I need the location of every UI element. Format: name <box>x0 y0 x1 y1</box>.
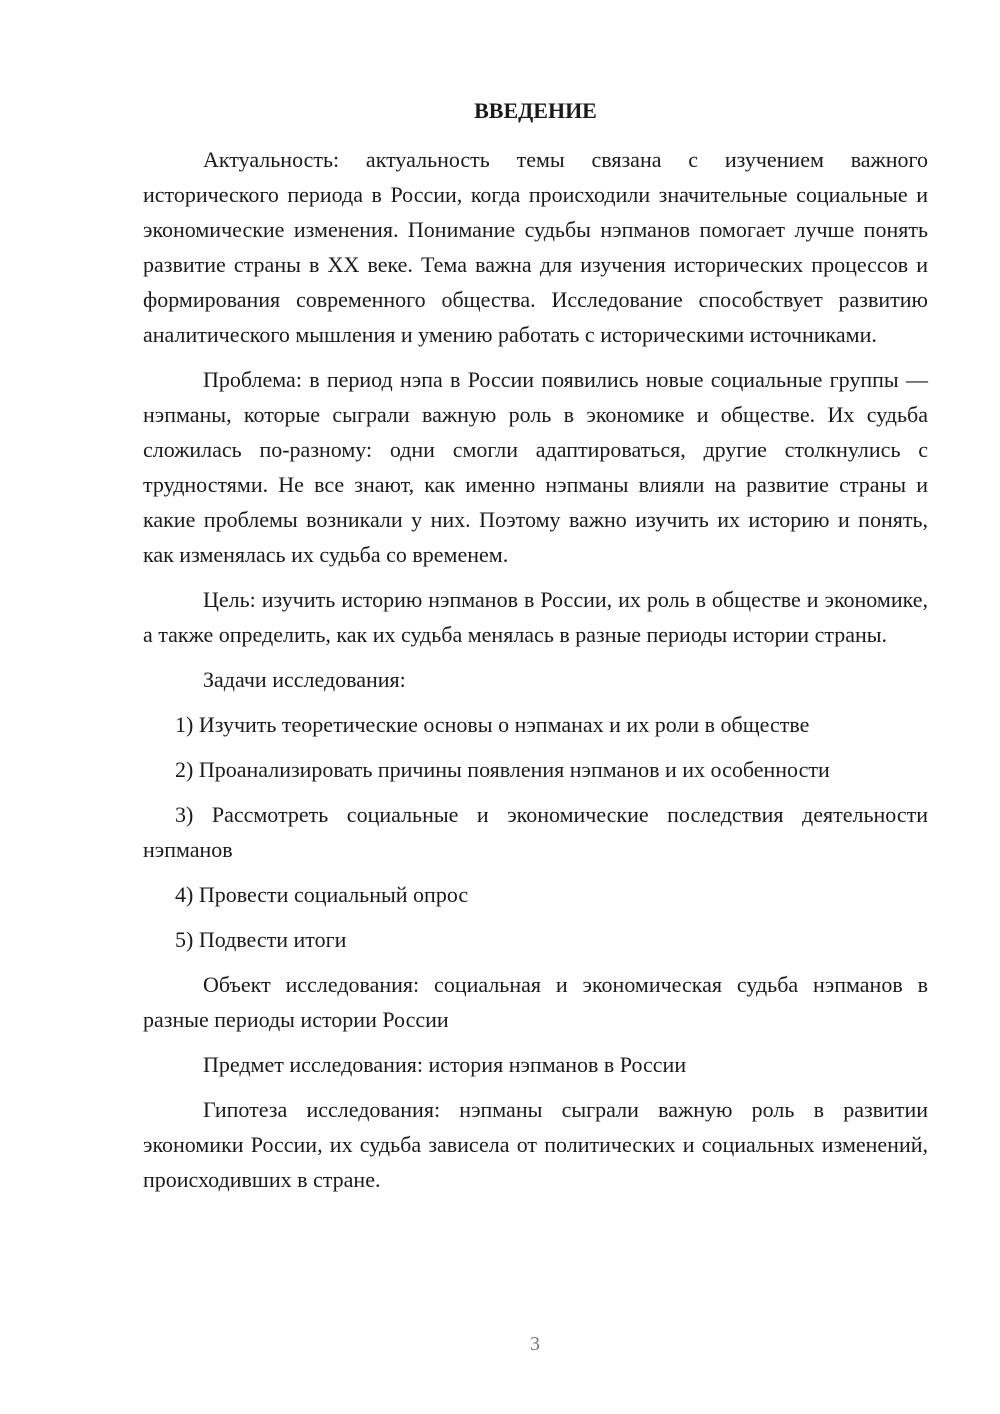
task-item: 2) Проанализировать причины появления нэпманов и их особенности <box>175 757 830 782</box>
task-item: 5) Подвести итоги <box>175 927 347 952</box>
relevance-paragraph: Актуальность: актуальность темы связана с изучением важного исторического периода в России, когда происходили значительные социальные и экономические изменения. Понимание судьбы нэпманов помогает лучше понять развитие страны в XX веке. Тема важна для изучения исторических процессов и формирования современного общества. Исследование способствует развитию аналитического мышления и умению работать с историческими источниками. <box>143 147 928 347</box>
page-content <box>143 96 928 1207</box>
hypothesis-paragraph: Гипотеза исследования: нэпманы сыграли важную роль в развитии экономики России, их судьба зависела от политических и социальных изменений, происходивших в стране. <box>143 1097 928 1192</box>
task-item: 1) Изучить теоретические основы о нэпманах и их роли в обществе <box>175 712 810 737</box>
object-paragraph: Объект исследования: социальная и экономическая судьба нэпманов в разные периоды истории России <box>143 972 928 1032</box>
task-item: 4) Провести социальный опрос <box>175 882 469 907</box>
subject-paragraph: Предмет исследования: история нэпманов в России <box>203 1052 687 1077</box>
goal-paragraph: Цель: изучить историю нэпманов в России, их роль в обществе и экономике, а также определить, как их судьба менялась в разные периоды истории страны. <box>143 587 928 647</box>
problem-paragraph: Проблема: в период нэпа в России появились новые социальные группы — нэпманы, которые сыграли важную роль в экономике и обществе. Их судьба сложилась по-разному: одни смогли адаптироваться, другие столкнулись с трудностями. Не все знают, как именно нэпманы влияли на развитие страны и какие проблемы возникали у них. Поэтому важно изучить их историю и понять, как изменялась их судьба со временем. <box>143 367 928 567</box>
tasks-heading: Задачи исследования: <box>203 667 406 692</box>
task-item: 3) Рассмотреть социальные и экономические последствия деятельности нэпманов <box>143 802 928 862</box>
page-number: 3 <box>530 1333 540 1355</box>
section-title: ВВЕДЕНИЕ <box>474 98 597 123</box>
